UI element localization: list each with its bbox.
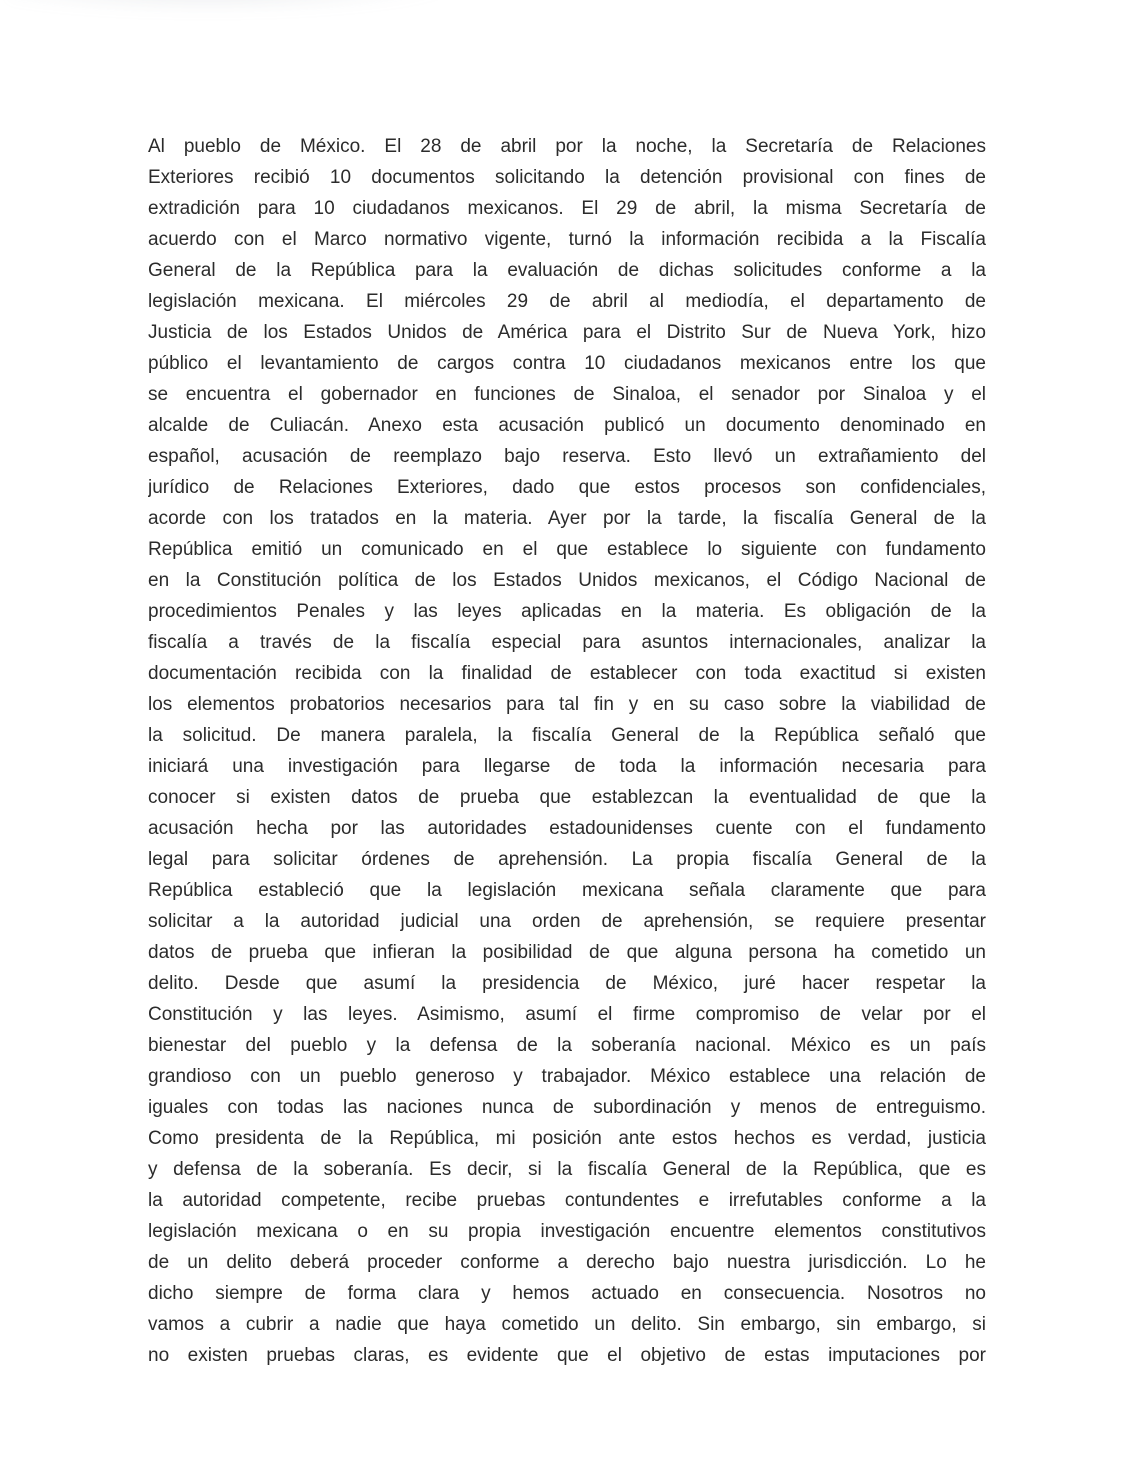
text-line: jurídico de Relaciones Exteriores, dado que estos procesos son confidenciales, (148, 477, 986, 498)
text-line: extradición para 10 ciudadanos mexicanos. El 29 de abril, la misma Secretaría de (148, 198, 986, 219)
text-line: conocer si existen datos de prueba que establezcan la eventualidad de que la (148, 787, 986, 808)
text-line: documentación recibida con la finalidad de establecer con toda exactitud si existen (148, 663, 986, 684)
text-line: Como presidenta de la República, mi posición ante estos hechos es verdad, justicia (148, 1128, 986, 1149)
text-line: de un delito deberá proceder conforme a derecho bajo nuestra jurisdicción. Lo he (148, 1252, 986, 1273)
text-line: República emitió un comunicado en el que establece lo siguiente con fundamento (148, 539, 986, 560)
text-line: público el levantamiento de cargos contra 10 ciudadanos mexicanos entre los que (148, 353, 986, 374)
text-line: Constitución y las leyes. Asimismo, asumí el firme compromiso de velar por el (148, 1004, 986, 1025)
text-line: vamos a cubrir a nadie que haya cometido un delito. Sin embargo, sin embargo, si (148, 1314, 986, 1335)
text-line: solicitar a la autoridad judicial una orden de aprehensión, se requiere presentar (148, 911, 986, 932)
text-line: la solicitud. De manera paralela, la fiscalía General de la República señaló que (148, 725, 986, 746)
text-line: se encuentra el gobernador en funciones de Sinaloa, el senador por Sinaloa y el (148, 384, 986, 405)
text-line: bienestar del pueblo y la defensa de la soberanía nacional. México es un país (148, 1035, 986, 1056)
text-line: los elementos probatorios necesarios para tal fin y en su caso sobre la viabilidad de (148, 694, 986, 715)
text-line: en la Constitución política de los Estados Unidos mexicanos, el Código Nacional de (148, 570, 986, 591)
text-line: delito. Desde que asumí la presidencia de México, juré hacer respetar la (148, 973, 986, 994)
text-line: alcalde de Culiacán. Anexo esta acusación publicó un documento denominado en (148, 415, 986, 436)
text-line: General de la República para la evaluación de dichas solicitudes conforme a la (148, 260, 986, 281)
text-line: español, acusación de reemplazo bajo reserva. Esto llevó un extrañamiento del (148, 446, 986, 467)
text-line: Al pueblo de México. El 28 de abril por la noche, la Secretaría de Relaciones (148, 136, 986, 157)
text-line: no existen pruebas claras, es evidente que el objetivo de estas imputaciones por (148, 1345, 986, 1366)
text-line: dicho siempre de forma clara y hemos actuado en consecuencia. Nosotros no (148, 1283, 986, 1304)
text-line: legislación mexicana. El miércoles 29 de abril al mediodía, el departamento de (148, 291, 986, 312)
text-line: Exteriores recibió 10 documentos solicitando la detención provisional con fines de (148, 167, 986, 188)
text-line: acuerdo con el Marco normativo vigente, turnó la información recibida a la Fiscalía (148, 229, 986, 250)
text-line: fiscalía a través de la fiscalía especial para asuntos internacionales, analizar la (148, 632, 986, 653)
text-line: acusación hecha por las autoridades estadounidenses cuente con el fundamento (148, 818, 986, 839)
text-line: grandioso con un pueblo generoso y trabajador. México establece una relación de (148, 1066, 986, 1087)
scan-shadow-artifact (8, 0, 578, 26)
text-line: la autoridad competente, recibe pruebas contundentes e irrefutables conforme a la (148, 1190, 986, 1211)
text-line: Justicia de los Estados Unidos de América para el Distrito Sur de Nueva York, hizo (148, 322, 986, 343)
text-line: legislación mexicana o en su propia investigación encuentre elementos constitutivos (148, 1221, 986, 1242)
text-line: y defensa de la soberanía. Es decir, si la fiscalía General de la República, que es (148, 1159, 986, 1180)
text-line: datos de prueba que infieran la posibilidad de que alguna persona ha cometido un (148, 942, 986, 963)
document-text (148, 131, 986, 1371)
text-line: acorde con los tratados en la materia. Ayer por la tarde, la fiscalía General de la (148, 508, 986, 529)
text-line: iguales con todas las naciones nunca de subordinación y menos de entreguismo. (148, 1097, 986, 1118)
text-line: procedimientos Penales y las leyes aplicadas en la materia. Es obligación de la (148, 601, 986, 622)
text-line: legal para solicitar órdenes de aprehensión. La propia fiscalía General de la (148, 849, 986, 870)
text-line: iniciará una investigación para llegarse de toda la información necesaria para (148, 756, 986, 777)
text-line: República estableció que la legislación mexicana señala claramente que para (148, 880, 986, 901)
